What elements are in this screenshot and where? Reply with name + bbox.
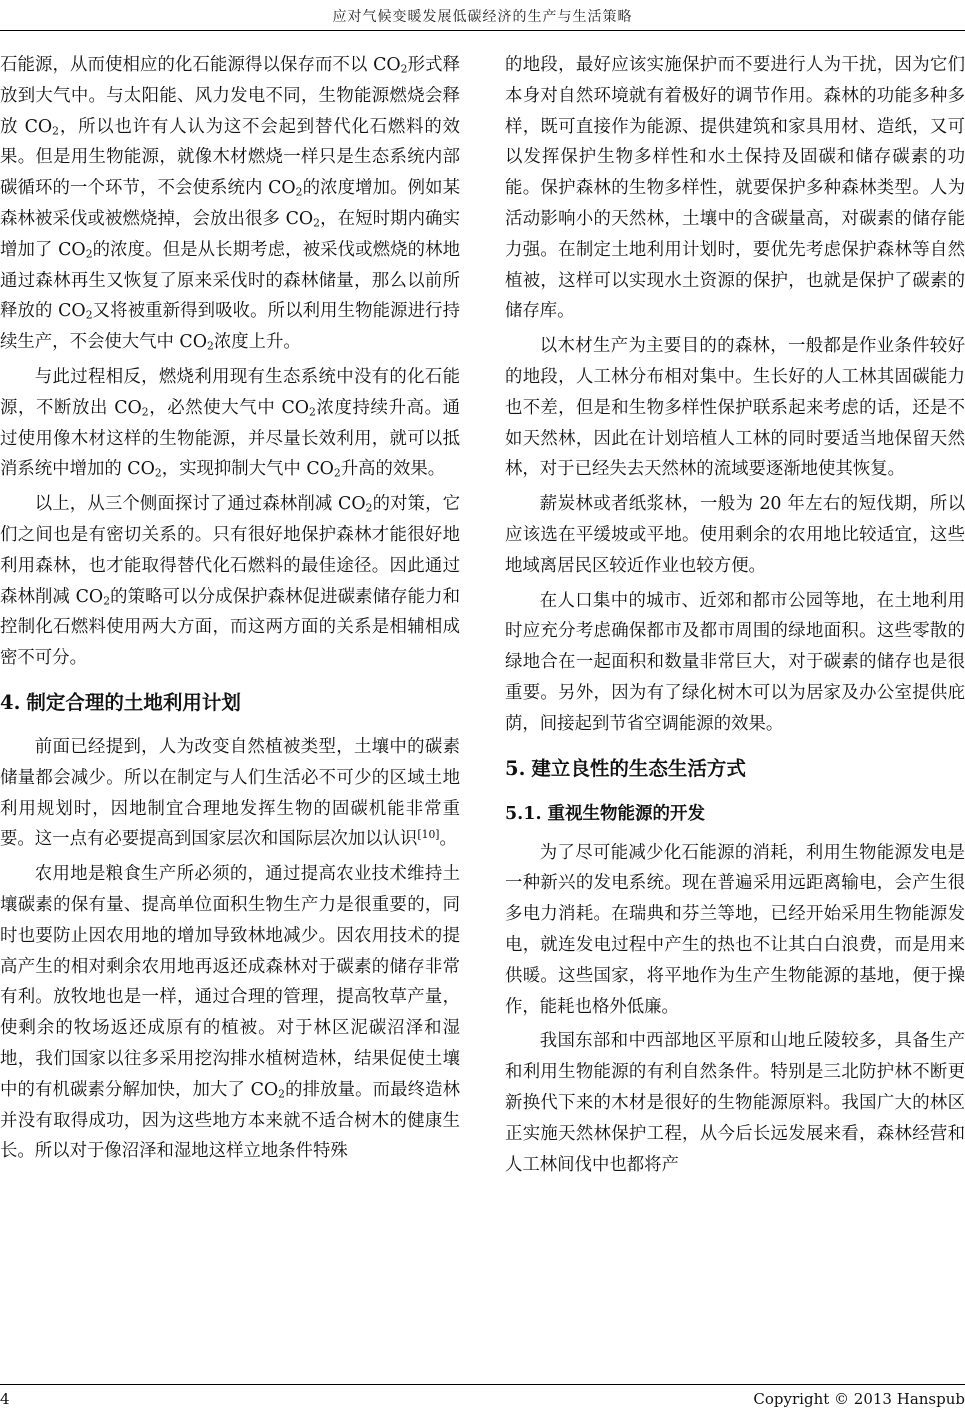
citation-10[interactable]: [10]: [417, 828, 440, 842]
paragraph-urban-green-space: 在人口集中的城市、近郊和都市公园等地，在土地利用时应充分考虑确保都市及都市周围的绿地面积。这些零散的绿地合在一起面积和数量非常巨大，对于碳素的储存也是很重要。另外，因为有了绿化树木可以为居家及办公室提供庇荫，间接起到节省空调能源的效果。: [505, 590, 965, 734]
paragraph-summary-strategies: 以上，从三个侧面探讨了通过森林削减 $CO_2$的对策，它们之间也是有密切关系的。只有很好地保护森林才能很好地利用森林，也才能取得替代化石燃料的最佳途径。因此通过森林削减 $CO_2$的策略可以分成保护森林促进碳素储存能力和控制化石燃料使用两大方面，而这两方面的关系是相辅相成密不可分。: [0, 494, 460, 669]
paragraph-biomass-carbon-cycle: 石能源，从而使相应的化石能源得以保存而不以 $CO_2$形式释放到大气中。与太阳能、风力发电不同，生物能源燃烧会释放 $CO_2$，所以也许有人认为这不会起到替代化石燃料的效果。但是用生物能源，就像木材燃烧一样只是生态系统内部碳循环的一个环节，不会使系统内 $CO_2$的浓度增加。例如某森林被采伐或被燃烧掉，会放出很多 $CO_2$，在短时期内确实增加了 $CO_2$的浓度。但是从长期考虑，被采伐或燃烧的林地通过森林再生又恢复了原来采伐时的森林储量，那么以前所释放的 $CO_2$又将被重新得到吸收。所以利用生物能源进行持续生产，不会使大气中 $CO_2$浓度上升。: [0, 55, 460, 353]
paragraph-china-biomass: 我国东部和中西部地区平原和山地丘陵较多，具备生产和利用生物能源的有利自然条件。特别是三北防护林不断更新换代下来的木材是很好的生物能源原料。我国广大的林区正实施天然林保护工程，从今后长远发展来看，森林经营和人工林间伐中也都将产: [505, 1031, 965, 1175]
left-column: [0, 50, 460, 1171]
page-number: 4: [0, 1390, 10, 1408]
paragraph-forest-functions: 的地段，最好应该实施保护而不要进行人为干扰，因为它们本身对自然环境就有着极好的调节作用。森林的功能多种多样，既可直接作为能源、提供建筑和家具用材、造纸，又可以发挥保护生物多样性和水土保持及固碳和储存碳素的功能。保护森林的生物多样性，就要保护多种森林类型。人为活动影响小的天然林，土壤中的含碳量高，对碳素的储存能力强。在制定土地利用计划时，要优先考虑保护森林等自然植被，这样可以实现水土资源的保护，也就是保护了碳素的储存库。: [505, 55, 965, 322]
section-4-heading: 4. 制定合理的土地利用计划: [0, 690, 241, 714]
copyright-notice: Copyright © 2013 Hanspub: [753, 1390, 965, 1408]
section-5-1-heading: 5.1. 重视生物能源的开发: [505, 803, 706, 824]
paragraph-agricultural-land: 农用地是粮食生产所必须的，通过提高农业技术维持土壤碳素的保有量、提高单位面积生物生产力是很重要的，同时也要防止因农用地的增加导致林地减少。因农用技术的提高产生的相对剩余农用地再返还成森林对于碳素的储存非常有利。放牧地也是一样，通过合理的管理，提高牧草产量，使剩余的牧场返还成原有的植被。对于林区泥碳沼泽和湿地，我们国家以往多采用挖沟排水植树造林，结果促使土壤中的有机碳素分解加快，加大了 $CO_2$的排放量。而最终造林并没有取得成功，因为这些地方本来就不适合树木的健康生长。所以对于像沼泽和湿地这样立地条件特殊: [0, 864, 460, 1162]
paragraph-fossil-fuel-contrast: 与此过程相反，燃烧利用现有生态系统中没有的化石能源，不断放出 $CO_2$，必然使大气中 $CO_2$浓度持续升高。通过使用像木材这样的生物能源，并尽量长效利用，就可以抵消系统中增加的 $CO_2$，实现抑制大气中 $CO_2$升高的效果。: [0, 366, 460, 481]
section-5-heading: 5. 建立良性的生态生活方式: [505, 756, 746, 780]
paragraph-biomass-power: 为了尽可能减少化石能源的消耗，利用生物能源发电是一种新兴的发电系统。现在普遍采用远距离输电，会产生很多电力消耗。在瑞典和芬兰等地，已经开始采用生物能源发电，就连发电过程中产生的热也不让其白白浪费，而是用来供暖。这些国家，将平地作为生产生物能源的基地，便于操作，能耗也格外低廉。: [505, 842, 965, 1017]
header-rule: [0, 30, 965, 31]
paragraph-fuelwood-forest: 薪炭林或者纸浆林，一般为 20 年左右的短伐期，所以应该选在平缓坡或平地。使用剩余的农用地比较适宜，这些地域离居民区较近作业也较方便。: [505, 494, 965, 576]
footer-rule: [0, 1384, 965, 1385]
paragraph-land-use-planning: 前面已经提到，人为改变自然植被类型，土壤中的碳素储量都会减少。所以在制定与人们生活必不可少的区域土地利用规划时，因地制宜合理地发挥生物的固碳机能非常重要。这一点有必要提高到国家层次和国际层次加以认识[10]。: [0, 736, 460, 850]
right-column: [505, 50, 965, 1184]
paragraph-timber-forest: 以木材生产为主要目的的森林，一般都是作业条件较好的地段，人工林分布相对集中。生长好的人工林其固碳能力也不差，但是和生物多样性保护联系起来考虑的话，还是不如天然林，因此在计划培植人工林的同时要适当地保留天然林，对于已经失去天然林的流域要逐渐地使其恢复。: [505, 336, 965, 480]
running-header: 应对气候变暖发展低碳经济的生产与生活策略: [332, 9, 633, 25]
